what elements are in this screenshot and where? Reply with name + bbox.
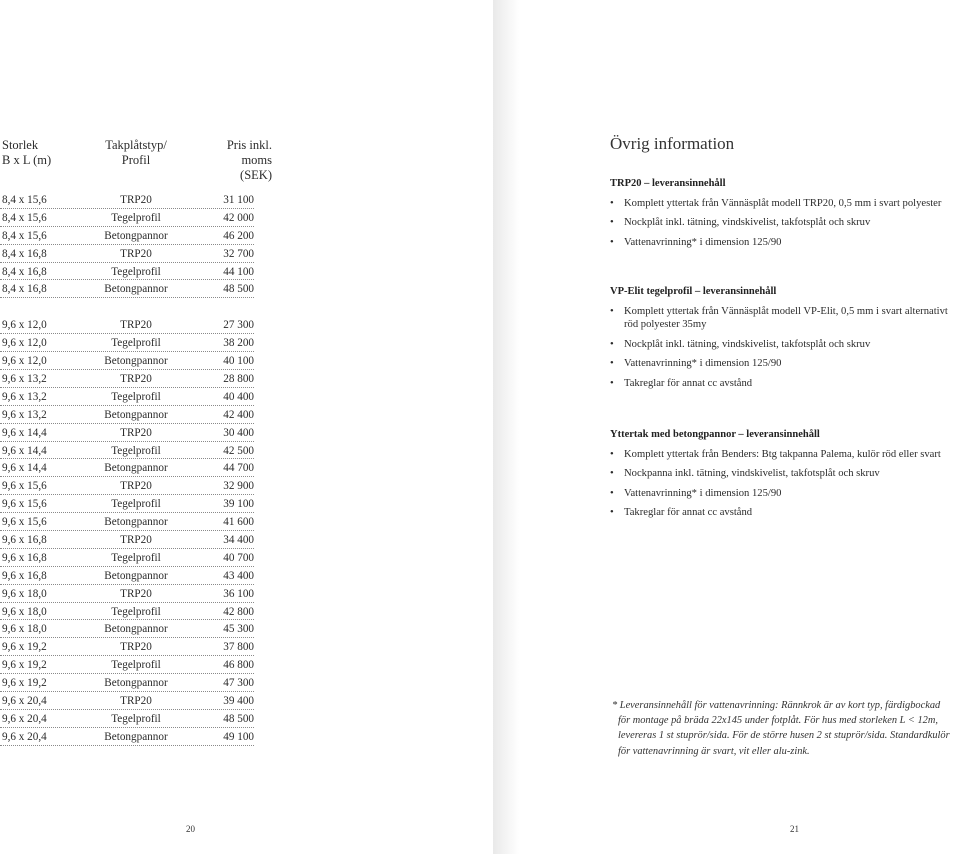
- list-item: [610, 197, 960, 210]
- bullet-icon: •: [610, 236, 614, 248]
- list-item: [610, 236, 960, 249]
- cell-price: 48 500: [223, 283, 254, 296]
- row-divider: [0, 673, 254, 674]
- cell-type: Betongpannor: [104, 408, 168, 421]
- table-row: [0, 675, 262, 693]
- section-betongpannor: [610, 428, 960, 526]
- cell-price: 36 100: [223, 587, 254, 600]
- cell-price: 34 400: [223, 534, 254, 547]
- list-item: [610, 357, 960, 370]
- cell-price: 45 300: [223, 623, 254, 636]
- cell-price: 46 200: [223, 229, 254, 242]
- cell-type: TRP20: [120, 247, 152, 260]
- cell-type: TRP20: [120, 373, 152, 386]
- table-row: [0, 371, 262, 389]
- table-row: [0, 210, 262, 228]
- column-header-type: [90, 138, 182, 168]
- row-divider: [0, 745, 254, 746]
- cell-type: Betongpannor: [104, 283, 168, 296]
- row-divider: [0, 637, 254, 638]
- cell-price: 41 600: [223, 516, 254, 529]
- cell-size: 8,4 x 16,8: [2, 265, 47, 278]
- list-item-text: Komplett yttertak från Vännäsplåt modell TRP20, 0,5 mm i svart polyester: [624, 198, 942, 209]
- table-row: [0, 228, 262, 246]
- table-row: [0, 478, 262, 496]
- cell-price: 31 100: [223, 194, 254, 206]
- cell-size: 8,4 x 15,6: [2, 229, 47, 242]
- cell-size: 9,6 x 16,8: [2, 569, 47, 582]
- row-divider: [0, 602, 254, 603]
- cell-size: 9,6 x 13,2: [2, 390, 47, 403]
- bullet-icon: •: [610, 507, 614, 519]
- cell-price: 40 400: [223, 390, 254, 403]
- table-row: [0, 443, 262, 461]
- cell-size: 9,6 x 20,4: [2, 712, 47, 725]
- price-table: [0, 192, 262, 747]
- list-item: [610, 305, 960, 332]
- list-item: [610, 506, 960, 519]
- cell-size: 9,6 x 20,4: [2, 730, 47, 743]
- table-row: [0, 693, 262, 711]
- cell-price: 48 500: [223, 712, 254, 725]
- table-row: [0, 353, 262, 371]
- list-item-text: Komplett yttertak från Vännäsplåt modell VP-Elit, 0,5 mm i svart alternativt röd polyester 35my: [624, 306, 948, 331]
- row-divider: [0, 226, 254, 227]
- cell-price: 40 700: [223, 551, 254, 564]
- page-number-left: 20: [186, 824, 195, 834]
- bullet-icon: •: [610, 217, 614, 229]
- table-row: [0, 586, 262, 604]
- cell-size: 9,6 x 18,0: [2, 587, 47, 600]
- cell-price: 27 300: [223, 319, 254, 332]
- row-divider: [0, 566, 254, 567]
- list-item-text: Nockpanna inkl. tätning, vindskivelist, takfotsplåt och skruv: [624, 468, 880, 480]
- cell-size: 9,6 x 18,0: [2, 605, 47, 618]
- cell-size: 8,4 x 15,6: [2, 194, 47, 206]
- cell-price: 47 300: [223, 677, 254, 690]
- cell-type: Betongpannor: [104, 229, 168, 242]
- cell-size: 9,6 x 15,6: [2, 480, 47, 493]
- cell-size: 9,6 x 18,0: [2, 623, 47, 636]
- header-line: Takplåtstyp/: [105, 138, 167, 152]
- cell-type: Betongpannor: [104, 462, 168, 475]
- table-row: [0, 514, 262, 532]
- cell-price: 37 800: [223, 641, 254, 654]
- info-title: Övrig information: [610, 134, 735, 153]
- cell-size: 9,6 x 15,6: [2, 516, 47, 529]
- table-row: [0, 425, 262, 443]
- header-line: Profil: [121, 153, 151, 167]
- cell-price: 42 800: [223, 605, 254, 618]
- cell-type: TRP20: [120, 641, 152, 654]
- cell-size: 9,6 x 20,4: [2, 695, 47, 708]
- row-divider: [0, 530, 254, 531]
- list-item: [610, 448, 960, 461]
- cell-type: Tegelprofil: [111, 390, 161, 403]
- cell-type: Betongpannor: [104, 516, 168, 529]
- cell-size: 9,6 x 13,2: [2, 373, 47, 386]
- group-spacer: [0, 299, 262, 317]
- list-item: [610, 377, 960, 390]
- table-row: [0, 496, 262, 514]
- row-divider: [0, 208, 254, 209]
- row-divider: [0, 655, 254, 656]
- cell-type: Tegelprofil: [111, 498, 161, 511]
- row-divider: [0, 494, 254, 495]
- cell-type: TRP20: [120, 194, 152, 206]
- bullet-icon: •: [610, 468, 614, 480]
- cell-price: 42 500: [223, 444, 254, 457]
- list-item-text: Vattenavrinning* i dimension 125/90: [624, 236, 782, 248]
- cell-price: 32 700: [223, 247, 254, 260]
- list-item: [610, 467, 960, 480]
- section-trp20: [610, 177, 960, 255]
- cell-type: Betongpannor: [104, 623, 168, 636]
- cell-type: TRP20: [120, 480, 152, 493]
- page-number-right: 21: [790, 824, 799, 834]
- header-line: moms: [241, 153, 272, 167]
- cell-size: 9,6 x 12,0: [2, 319, 47, 332]
- table-row: [0, 460, 262, 478]
- row-divider: [0, 333, 254, 334]
- header-line: Storlek: [2, 138, 39, 152]
- cell-size: 9,6 x 13,2: [2, 408, 47, 421]
- row-divider: [0, 369, 254, 370]
- section-vp-elit: [610, 285, 960, 396]
- bullet-icon: •: [610, 306, 614, 317]
- cell-type: Betongpannor: [104, 355, 168, 368]
- cell-type: Tegelprofil: [111, 337, 161, 350]
- cell-price: 49 100: [223, 730, 254, 743]
- bullet-icon: •: [610, 487, 614, 499]
- table-row: [0, 246, 262, 264]
- list-item-text: Takreglar för annat cc avstånd: [624, 507, 753, 519]
- cell-type: Tegelprofil: [111, 551, 161, 564]
- row-divider: [0, 548, 254, 549]
- list-item-text: Nockplåt inkl. tätning, vindskivelist, takfotsplåt och skruv: [624, 338, 871, 350]
- row-divider: [0, 423, 254, 424]
- section-list: [610, 305, 960, 390]
- cell-type: Betongpannor: [104, 569, 168, 582]
- row-divider: [0, 619, 254, 620]
- table-row: [0, 389, 262, 407]
- cell-price: 42 400: [223, 408, 254, 421]
- cell-size: 8,4 x 15,6: [2, 211, 47, 224]
- cell-price: 39 400: [223, 695, 254, 708]
- column-header-size: [2, 138, 82, 168]
- footnote-continuation: för montage på brädа 22x145 under fotplåt. För hus med storleken L < 12m, levereras 1 st stuprör/sida. För de större husen 2 st stuprör/sida. Standardkulör för vattenavrinning är svart, vit eller alu-zink.: [618, 715, 950, 757]
- bullet-icon: •: [610, 338, 614, 350]
- cell-size: 9,6 x 14,4: [2, 462, 47, 475]
- column-header-price: [200, 138, 272, 183]
- footnote-first-line: * Leveransinnehåll för vattenavrinning: Rännkrok är av kort typ, färdigbockad: [612, 700, 941, 711]
- list-item: [610, 216, 960, 229]
- table-row: [0, 711, 262, 729]
- bullet-icon: •: [610, 377, 614, 389]
- cell-type: Tegelprofil: [111, 265, 161, 278]
- cell-price: 40 100: [223, 355, 254, 368]
- cell-type: Tegelprofil: [111, 444, 161, 457]
- cell-price: 42 000: [223, 211, 254, 224]
- cell-type: TRP20: [120, 587, 152, 600]
- table-row: [0, 192, 262, 210]
- cell-price: 38 200: [223, 337, 254, 350]
- cell-type: Tegelprofil: [111, 712, 161, 725]
- cell-type: Tegelprofil: [111, 605, 161, 618]
- cell-price: 46 800: [223, 659, 254, 672]
- cell-size: 9,6 x 14,4: [2, 426, 47, 439]
- cell-type: TRP20: [120, 319, 152, 332]
- cell-type: Tegelprofil: [111, 659, 161, 672]
- cell-price: 28 800: [223, 373, 254, 386]
- bullet-icon: •: [610, 449, 614, 460]
- table-row: [0, 729, 262, 747]
- table-row: [0, 657, 262, 675]
- row-divider: [0, 476, 254, 477]
- footnote: [612, 698, 960, 759]
- table-row: [0, 317, 262, 335]
- cell-size: 9,6 x 12,0: [2, 337, 47, 350]
- cell-price: 44 100: [223, 265, 254, 278]
- table-row: [0, 264, 262, 282]
- cell-size: 9,6 x 14,4: [2, 444, 47, 457]
- table-row: [0, 281, 262, 299]
- section-heading: Yttertak med betongpannor – leveransinnehåll: [610, 429, 820, 440]
- cell-size: 9,6 x 19,2: [2, 677, 47, 690]
- cell-price: 39 100: [223, 498, 254, 511]
- list-item-text: Vattenavrinning* i dimension 125/90: [624, 358, 782, 370]
- cell-price: 44 700: [223, 462, 254, 475]
- cell-size: 9,6 x 15,6: [2, 498, 47, 511]
- row-divider: [0, 297, 254, 298]
- book-gutter: [493, 0, 519, 854]
- section-list: [610, 197, 960, 249]
- list-item: [610, 487, 960, 500]
- table-row: [0, 407, 262, 425]
- row-divider: [0, 691, 254, 692]
- cell-size: 9,6 x 19,2: [2, 641, 47, 654]
- table-row: [0, 550, 262, 568]
- cell-price: 32 900: [223, 480, 254, 493]
- cell-type: TRP20: [120, 426, 152, 439]
- bullet-icon: •: [610, 198, 614, 209]
- table-row: [0, 639, 262, 657]
- row-divider: [0, 262, 254, 263]
- cell-size: 9,6 x 16,8: [2, 551, 47, 564]
- cell-type: TRP20: [120, 695, 152, 708]
- section-list: [610, 448, 960, 520]
- row-divider: [0, 244, 254, 245]
- row-divider: [0, 727, 254, 728]
- cell-size: 9,6 x 16,8: [2, 534, 47, 547]
- cell-type: Betongpannor: [104, 730, 168, 743]
- list-item-text: Komplett yttertak från Benders: Btg takpanna Palema, kulör röd eller svart: [624, 449, 941, 460]
- cell-size: 9,6 x 12,0: [2, 355, 47, 368]
- header-line: Pris inkl.: [226, 138, 272, 152]
- cell-size: 9,6 x 19,2: [2, 659, 47, 672]
- bullet-icon: •: [610, 358, 614, 370]
- table-row: [0, 335, 262, 353]
- header-line: B x L (m): [2, 153, 52, 167]
- row-divider: [0, 279, 254, 280]
- row-divider: [0, 387, 254, 388]
- row-divider: [0, 512, 254, 513]
- list-item-text: Nockplåt inkl. tätning, vindskivelist, takfotsplåt och skruv: [624, 217, 871, 229]
- section-heading: TRP20 – leveransinnehåll: [610, 178, 726, 189]
- cell-type: Tegelprofil: [111, 211, 161, 224]
- header-line: (SEK): [240, 168, 272, 182]
- cell-size: 8,4 x 16,8: [2, 283, 47, 296]
- row-divider: [0, 458, 254, 459]
- row-divider: [0, 351, 254, 352]
- table-row: [0, 532, 262, 550]
- table-row: [0, 621, 262, 639]
- row-divider: [0, 584, 254, 585]
- section-heading: VP-Elit tegelprofil – leveransinnehåll: [610, 286, 777, 297]
- cell-type: TRP20: [120, 534, 152, 547]
- table-row: [0, 604, 262, 622]
- row-divider: [0, 405, 254, 406]
- table-row: [0, 568, 262, 586]
- list-item-text: Vattenavrinning* i dimension 125/90: [624, 487, 782, 499]
- row-divider: [0, 441, 254, 442]
- cell-type: Betongpannor: [104, 677, 168, 690]
- row-divider: [0, 709, 254, 710]
- list-item-text: Takreglar för annat cc avstånd: [624, 377, 753, 389]
- list-item: [610, 338, 960, 351]
- cell-size: 8,4 x 16,8: [2, 247, 47, 260]
- cell-price: 43 400: [223, 569, 254, 582]
- cell-price: 30 400: [223, 426, 254, 439]
